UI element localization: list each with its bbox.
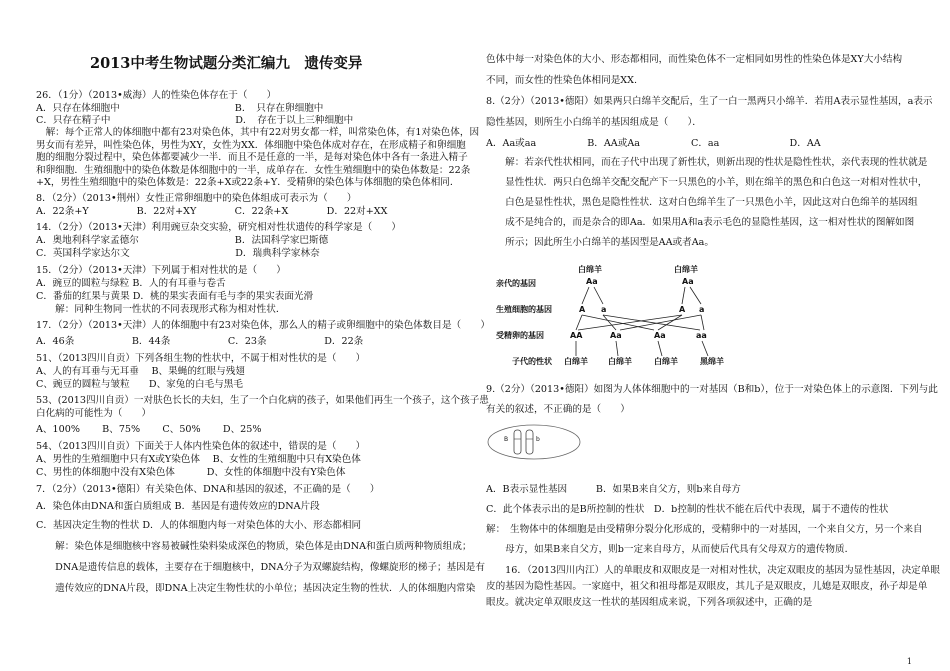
page-title: 2013中考生物试题分类汇编九 遗传变异 (90, 55, 363, 72)
left-text-line: C．番茄的红果与黄果 D．桃的果实表面有毛与李的果实表面光滑 (36, 291, 314, 302)
left-text-line: 53、(2013四川自贡）一对肤色长长的夫妇，生了一个白化病的孩子，如果他们再生一个孩子，这个孩子患 (36, 395, 489, 406)
left-text-line: 男女而有差异，叫性染色体，男性为XY，女性为XX．体细胞中染色体成对存在，在形成精子和卵细胞 (36, 140, 466, 151)
left-text-line: 胞的细胞分裂过程中，染色体都要减少一半．而且不是任意的一半，是每对染色体中各有一条进入精子 (36, 152, 468, 163)
gamete: a (699, 305, 705, 314)
right-text-line: 白色是显性性状，黑色是隐性性状．这对白色绵羊生了一只黑色小羊，因此这对白色绵羊的基因组 (486, 197, 918, 208)
parent2-genotype: Aa (682, 277, 694, 286)
zygote: AA (570, 331, 583, 340)
left-text-line: +X，男性生殖细胞中的染色体数是：22条+X或22条+Y．受精卵的染色体与体细胞的染色体相同． (36, 177, 460, 188)
left-text-line: C．英国科学家达尔文 D．瑞典科学家林奈 (36, 248, 320, 259)
gene-b-label: b (536, 436, 540, 443)
zygote: Aa (610, 331, 622, 340)
right-text-line: 8.（2分）（2013•德阳）如果两只白绵羊交配后，生了一白一黑两只小绵羊．若用A表示显性基因，a表示 (486, 96, 933, 107)
left-text-line: 54、（2013四川自贡）下面关于人体内性染色体的叙述中，错误的是（ ） (36, 441, 366, 452)
left-text-line: A．豌豆的圆粒与绿粒 B．人的有耳垂与卷舌 (36, 278, 226, 289)
right-text-line: A．Aa或aa B．AA或Aa C．aa D．AA (486, 138, 821, 149)
parent1-label: 白绵羊 (578, 265, 602, 274)
left-text-line: 解：每个正常人的体细胞中都有23对染色体，其中有22对男女都一样，叫常染色体，有1对染色体，因 (36, 127, 480, 138)
left-text-line: 解：染色体是细胞核中容易被碱性染料染成深色的物质，染色体是由DNA和蛋白质两种物质组成； (36, 541, 472, 552)
gamete: A (679, 305, 686, 314)
right-text-line: 色体中每一对染色体的大小、形态都相同，而性染色体不一定相同如男性的性染色体是XY大小结构 (486, 54, 903, 65)
zygote: aa (696, 331, 707, 340)
sheep-cross-diagram (486, 260, 746, 370)
row-label-offspring: 子代的性状 (512, 357, 552, 366)
left-text-line: C、豌豆的圆粒与皱粒 D、家兔的白毛与黑毛 (36, 379, 243, 390)
left-text-line: C．只存在精子中 D． 存在于以上三种细胞中 (36, 115, 354, 126)
gene-B-label: B (504, 436, 509, 443)
left-text-line: A、100% B、75% C、50% D、25% (36, 424, 262, 435)
left-text-line: 和卵细胞．生殖细胞中的染色体数是体细胞中的一半，成单存在．女性生殖细胞中的染色体数是：22条 (36, 165, 471, 176)
left-text-line: 15．（2分）（2013•天津）下列属于相对性状的是（ ） (36, 265, 286, 276)
left-text-line: A、男性的生殖细胞中只有X或Y染色体 B、女性的生殖细胞中只有X染色体 (36, 454, 361, 465)
right-text-line: 眼皮。就决定单双眼皮这一性状的基因组成来说，下列各项叙述中，正确的是 (486, 597, 813, 608)
page-number: 1 (906, 657, 912, 666)
left-text-line: C．基因决定生物的性状 D．人的体细胞内每一对染色体的大小、形态都相同 (36, 520, 362, 531)
right-text-line: 显性性状．两只白色绵羊交配交配产下一只黑色的小羊，则在绵羊的黑色和白色这一对相对性状中， (486, 177, 928, 188)
left-text-line: 7．（2分）（2013•德阳）有关染色体、DNA和基因的叙述，不正确的是（ ） (36, 484, 380, 495)
left-text-line: 白化病的可能性为（ ） (36, 408, 152, 419)
right-text-line: 不同，而女性的性染色体相同是XX. (486, 75, 638, 86)
right-text-line: C．此个体表示出的是B所控制的性状 D．b控制的性状不能在后代中表现，属于不遗传的性状 (486, 504, 889, 515)
left-text-line: 遗传效应的DNA片段，即DNA上决定生物性状的小单位；基因决定生物的性状．人的体细胞内常染 (36, 583, 476, 594)
right-text-line: 母方，如果B来自父方，则b一定来自母方，从而使后代具有父母双方的遗传物质． (486, 544, 855, 555)
zygote: Aa (654, 331, 666, 340)
left-text-line: 17．（2分）（2013•天津）人的体细胞中有23对染色体，那么人的精子或卵细胞中的染色体数目是（ ） (36, 320, 490, 331)
right-text-line: 解：若亲代性状相同，而在子代中出现了新性状，则新出现的性状是隐性性状，亲代表现的性状就是 (486, 157, 928, 168)
left-text-line: 8．（2分）（2013•荆州）女性正常卵细胞中的染色体组成可表示为（ ） (36, 193, 357, 204)
chromosome-pair-diagram (484, 422, 584, 462)
left-text-line: 14．（2分）（2013•天津）利用豌豆杂交实验，研究相对性状遗传的科学家是（ ） (36, 222, 401, 233)
right-text-line: 皮的基因为隐性基因。一家庭中，祖父和祖母都是双眼皮，其儿子是双眼皮，儿媳是双眼皮，孙子却是单 (486, 581, 928, 592)
offspring: 白绵羊 (654, 357, 678, 366)
left-text-line: A．只存在体细胞中 B． 只存在卵细胞中 (36, 103, 324, 114)
left-text-line: C、男性的体细胞中没有X染色体 D、女性的体细胞中没有Y染色体 (36, 467, 346, 478)
right-text-line: 有关的叙述，不正确的是（ ） (486, 404, 630, 415)
left-text-line: A．奥地利科学家孟德尔 B．法国科学家巴斯德 (36, 235, 329, 246)
offspring: 白绵羊 (608, 357, 632, 366)
right-text-line: A．B表示显性基因 B．如果B来自父方，则b来自母方 (486, 484, 741, 495)
right-text-line: 所示；因此所生小白绵羊的基因型是AA或者Aa。 (486, 237, 714, 248)
left-text-line: A、人的有耳垂与无耳垂 B、果蝇的红眼与残翅 (36, 366, 245, 377)
parent1-genotype: Aa (586, 277, 598, 286)
gamete: a (601, 305, 607, 314)
left-text-line: A．染色体由DNA和蛋白质组成 B．基因是有遗传效应的DNA片段 (36, 501, 320, 512)
right-text-line: 隐性基因，则所生小白绵羊的基因组成是（ ）． (486, 117, 702, 128)
offspring: 黑绵羊 (700, 357, 724, 366)
left-text-line: 51、（2013四川自贡）下列各组生物的性状中，不属于相对性状的是（ ） (36, 353, 366, 364)
offspring: 白绵羊 (564, 357, 588, 366)
right-text-line: 解： 生物体中的体细胞是由受精卵分裂分化形成的，受精卵中的一对基因，一个来自父方，另一个来自 (486, 524, 923, 535)
parent2-label: 白绵羊 (674, 265, 698, 274)
row-label-zygote: 受精卵的基因 (496, 331, 544, 340)
left-text-line: 解：同种生物同一性状的不同表现形式称为相对性状． (36, 304, 286, 315)
gamete: A (579, 305, 586, 314)
left-text-line: A．22条+Y B．22对+XY C．22条+X D．22对+XX (36, 206, 388, 217)
left-text-line: 26．（1分）（2013•威海）人的性染色体存在于（ ） (36, 90, 277, 101)
right-text-line: 9.（2分）（2013•德阳）如图为人体体细胞中的一对基因（B和b），位于一对染色体上的示意图．下列与此 (486, 384, 938, 395)
right-text-line: 16．（2013四川内江）人的单眼皮和双眼皮是一对相对性状，决定双眼皮的基因为显性基因，决定单眼 (486, 565, 940, 576)
left-text-line: A．46条 B．44条 C．23条 D．22条 (36, 336, 364, 347)
row-label-parent: 亲代的基因 (496, 279, 536, 288)
right-text-line: 成不是纯合的，而是杂合的即Aa．如果用A和a表示毛色的显隐性基因，这一相对性状的图解如图 (486, 217, 915, 228)
row-label-gamete: 生殖细胞的基因 (496, 305, 552, 314)
cross-lines (576, 287, 708, 356)
left-text-line: DNA是遗传信息的载体，主要存在于细胞核中，DNA分子为双螺旋结构，像螺旋形的梯子；基因是有 (36, 562, 485, 573)
